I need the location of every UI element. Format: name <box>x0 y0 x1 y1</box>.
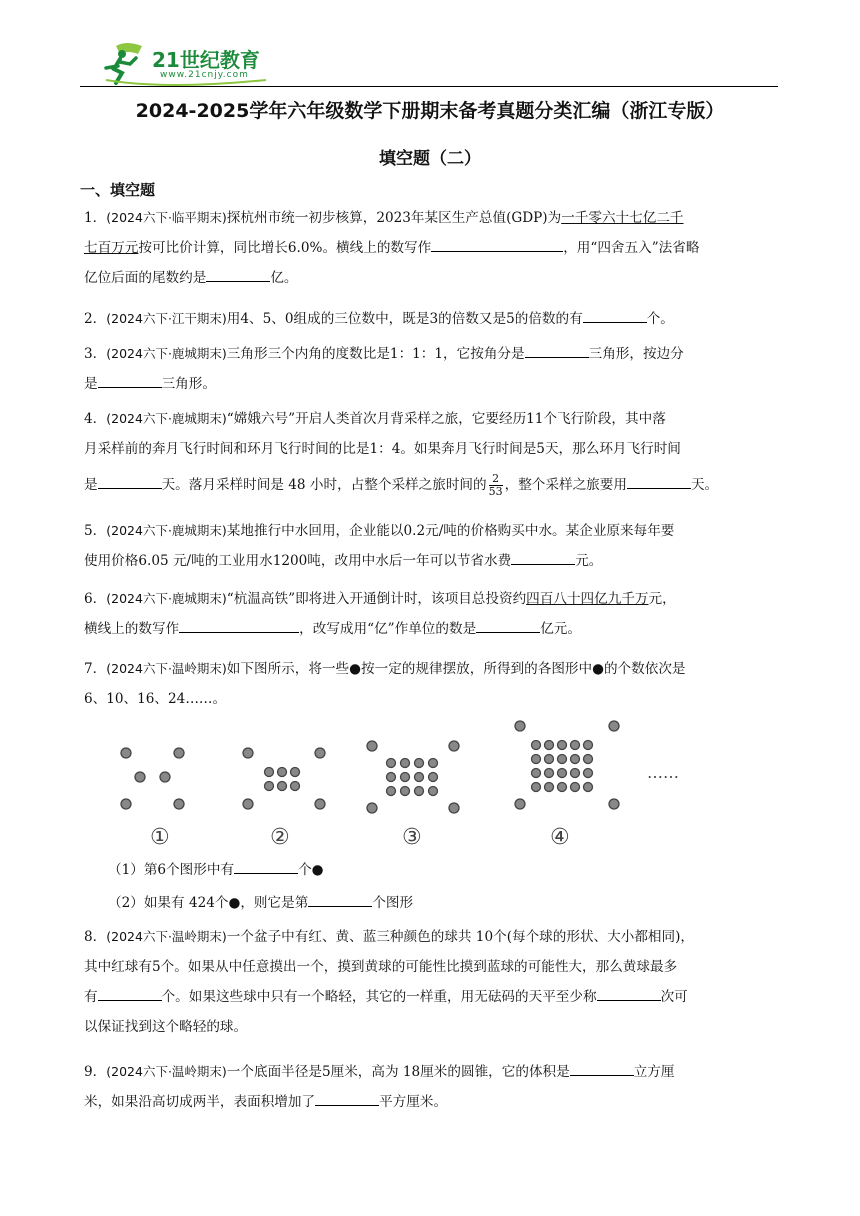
question-line: 5．(2024六下·鹿城期末)某地推行中水回用，企业能以0.2元/吨的价格购买中水。某企业原来每年要 <box>84 523 675 539</box>
answer-blank[interactable] <box>234 858 298 874</box>
question-line: 4．(2024六下·鹿城期末)“嫦娥六号”开启人类首次月背采样之旅，它要经历11个飞行阶段，其中落 <box>84 411 666 427</box>
question-line: 以保证找到这个略轻的球。 <box>84 1019 248 1035</box>
question-9 <box>84 1057 784 1117</box>
question-line: 月采样前的奔月飞行时间和环月飞行时间的比是1：4。如果奔月飞行时间是5天，那么环月飞行时间 <box>84 441 681 457</box>
question-line: 是 三角形。 <box>84 369 784 399</box>
answer-blank[interactable] <box>476 617 540 633</box>
answer-blank[interactable] <box>206 266 270 282</box>
question-line: 8．(2024六下·温岭期末)一个盆子中有红、黄、蓝三种颜色的球共 10个(每个球的形状、大小都相同)， <box>84 929 695 945</box>
answer-blank[interactable] <box>315 1090 379 1106</box>
question-line: 3．(2024六下·鹿城期末)三角形三个内角的度数比是1：1：1，它按角分是 三角形，按边分 <box>84 339 784 369</box>
answer-blank[interactable] <box>597 985 661 1001</box>
question-line: 横线上的数写作 ，改写成用“亿”作单位的数是 亿元。 <box>84 614 784 644</box>
answer-blank[interactable] <box>511 549 575 565</box>
question-line: 是 天。落月采样时间是 48 小时，占整个采样之旅时间的 $\frac{2}{53}$ ，整个采样之旅要用 天。 <box>84 472 719 498</box>
logo-url: www.21cnjy.com <box>160 70 249 80</box>
question-8 <box>84 922 784 1042</box>
question-line: 1．(2024六下·临平期末)探杭州市统一初步核算，2023年某区生产总值(GDP)为一千零六十七亿二千 <box>84 210 684 226</box>
answer-blank[interactable] <box>583 307 647 323</box>
figure-label-4: ④ <box>550 825 570 850</box>
pattern-1 <box>121 748 184 809</box>
question-1 <box>84 203 784 293</box>
pattern-ellipsis: …… <box>647 763 679 782</box>
question-2 <box>84 304 784 334</box>
answer-blank[interactable] <box>570 1060 634 1076</box>
subquestion-7-1: （1）第6个图形中有 个● <box>108 855 324 885</box>
question-4 <box>84 404 784 500</box>
section-title: 填空题（二） <box>379 149 481 169</box>
question-3 <box>84 339 784 399</box>
section-heading: 一、填空题 <box>80 181 156 199</box>
question-line: 亿位后面的尾数约是 亿。 <box>84 263 784 293</box>
figure-label-3: ③ <box>402 825 422 850</box>
question-line: 使用价格6.05 元/吨的工业用水1200吨，改用中水后一年可以节省水费 元。 <box>84 546 784 576</box>
dot-pattern-figure <box>112 716 732 856</box>
answer-blank[interactable] <box>179 617 299 633</box>
question-line: 有 个。如果这些球中只有一个略轻，其它的一样重，用无砝码的天平至少称 次可 <box>84 982 784 1012</box>
question-line: 7．(2024六下·温岭期末)如下图所示，将一些●按一定的规律摆放，所得到的各图形中●的个数依次是 <box>84 661 686 677</box>
pattern-3 <box>367 741 459 813</box>
figure-label-2: ② <box>270 825 290 850</box>
answer-blank[interactable] <box>525 342 589 358</box>
question-line: 6．(2024六下·鹿城期末)“杭温高铁”即将进入开通倒计时，该项目总投资约四百八十四亿九千万元， <box>84 591 676 607</box>
pattern-4 <box>515 721 619 809</box>
answer-blank[interactable] <box>308 891 372 907</box>
question-line: 2．(2024六下·江干期末)用4、5、0组成的三位数中，既是3的倍数又是5的倍数的有 个。 <box>84 304 784 334</box>
answer-blank[interactable] <box>98 372 162 388</box>
subquestion-7-2: （2）如果有 424个●，则它是第 个图形 <box>108 888 413 918</box>
question-line: 七百万元按可比价计算，同比增长6.0%。横线上的数写作 ，用“四舍五入”法省略 <box>84 233 784 263</box>
fraction: $\frac{2}{53}$ <box>488 472 503 498</box>
question-line: 米，如果沿高切成两半，表面积增加了 平方厘米。 <box>84 1087 784 1117</box>
figure-label-1: ① <box>150 825 170 850</box>
question-7 <box>84 654 784 714</box>
question-5 <box>84 516 784 576</box>
question-line: 其中红球有5个。如果从中任意摸出一个，摸到黄球的可能性比摸到蓝球的可能性大，那么黄球最多 <box>84 959 678 975</box>
question-line: 6、10、16、24……。 <box>84 691 227 707</box>
pattern-2 <box>243 748 325 809</box>
answer-blank[interactable] <box>98 985 162 1001</box>
answer-blank[interactable] <box>431 236 563 252</box>
answer-blank[interactable] <box>627 473 691 489</box>
answer-blank[interactable] <box>98 473 162 489</box>
question-6 <box>84 584 784 644</box>
header-divider <box>80 86 778 87</box>
question-line: 9．(2024六下·温岭期末)一个底面半径是5厘米，高为 18厘米的圆锥，它的体积是 立方厘 <box>84 1057 784 1087</box>
document-title: 2024-2025学年六年级数学下册期末备考真题分类汇编（浙江专版） <box>135 100 725 122</box>
logo-text: 21世纪教育 <box>152 48 260 72</box>
